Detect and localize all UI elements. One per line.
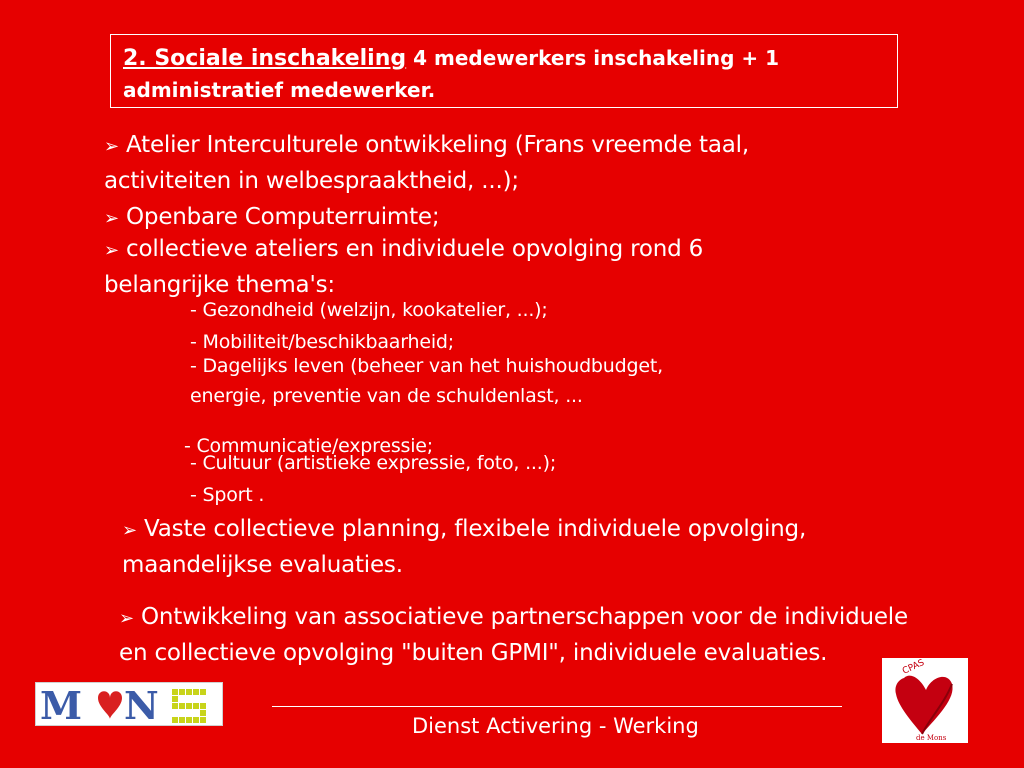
bullet-item	[119, 600, 909, 671]
theme-item: - Communicatie/expressie;	[184, 435, 433, 457]
cpas-sub-label: de Mons	[916, 734, 947, 742]
title-box	[110, 34, 898, 108]
bullet-text: Ontwikkeling van associatieve partnerschappen voor de individuele en collectieve opvolging "buiten GPMI", individuele evaluaties.	[119, 604, 908, 666]
bullet-item	[104, 200, 864, 236]
mons-logo-icon	[36, 683, 222, 725]
bullet-text: Openbare Computerruimte;	[126, 204, 440, 230]
theme-item: - Cultuur (artistieke expressie, foto, ...);	[190, 452, 557, 474]
mons-logo	[35, 682, 223, 726]
cpas-heart-icon	[882, 658, 968, 743]
theme-item: - Mobiliteit/beschikbaarheid;	[190, 331, 454, 353]
theme-item: - Sport .	[190, 484, 265, 506]
theme-item: - Gezondheid (welzijn, kookatelier, ...);	[190, 299, 548, 321]
footer-text: Dienst Activering - Werking	[412, 714, 699, 738]
cpas-label: CPAS	[901, 658, 927, 677]
section-subtitle: 4 medewerkers inschakeling + 1 administratief medewerker.	[123, 46, 780, 102]
theme-item: - Dagelijks leven (beheer van het huishoudbudget, energie, preventie van de schuldenlast, ...	[190, 355, 663, 407]
section-title: 2. Sociale inschakeling	[123, 46, 407, 71]
svg-text:N: N	[124, 683, 159, 725]
arrow-bullet-icon: ➢	[122, 520, 137, 541]
bullet-text: Vaste collectieve planning, flexibele individuele opvolging, maandelijkse evaluaties.	[122, 516, 807, 578]
bullet-item	[122, 512, 902, 583]
arrow-bullet-icon: ➢	[104, 208, 119, 229]
footer-divider	[272, 706, 842, 707]
bullet-item	[104, 232, 824, 303]
svg-text:M: M	[40, 683, 83, 725]
cpas-logo	[882, 658, 968, 743]
arrow-bullet-icon: ➢	[104, 240, 119, 261]
bullet-text: collectieve ateliers en individuele opvolging rond 6 belangrijke thema's:	[104, 236, 704, 298]
bullet-item	[104, 128, 864, 199]
bullet-text: Atelier Interculturele ontwikkeling (Frans vreemde taal, activiteiten in welbespraaktheid, ...);	[104, 132, 749, 194]
arrow-bullet-icon: ➢	[119, 608, 134, 629]
arrow-bullet-icon: ➢	[104, 136, 119, 157]
